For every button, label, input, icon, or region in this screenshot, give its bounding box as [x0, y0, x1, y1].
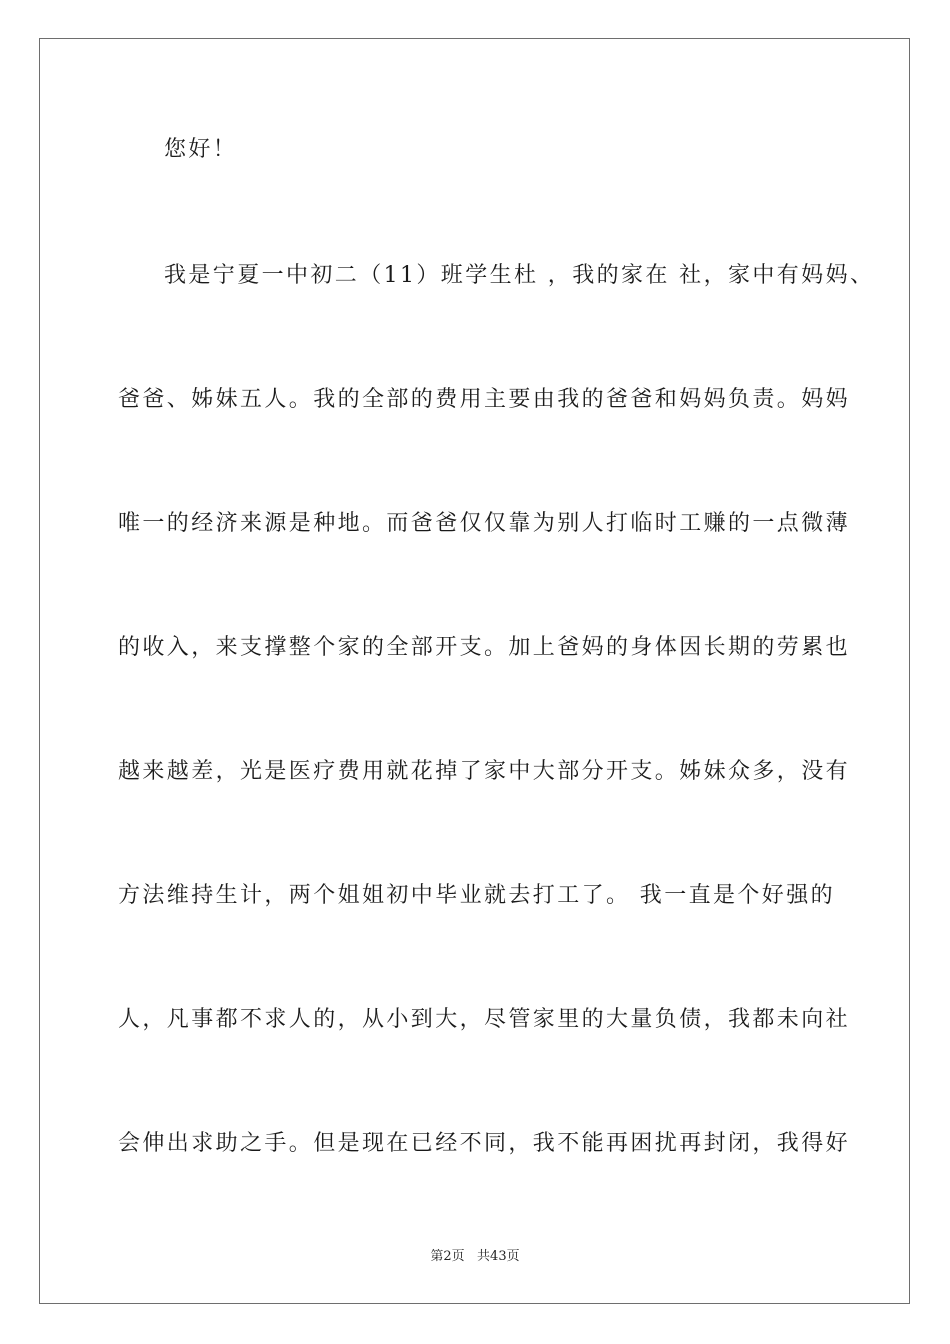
- letter-line: 越来越差，光是医疗费用就花掉了家中大部分开支。姊妹众多，没有: [118, 759, 851, 784]
- letter-line: 唯一的经济来源是种地。而爸爸仅仅靠为别人打临时工赚的一点微薄: [118, 511, 851, 536]
- page-border: [39, 38, 910, 1304]
- page-number-footer: 第2页 共43页: [430, 1249, 520, 1264]
- letter-line: 我是宁夏一中初二（11）班学生杜 ，我的家在 社，家中有妈妈、: [164, 263, 875, 288]
- letter-line: 爸爸、姊妹五人。我的全部的费用主要由我的爸爸和妈妈负责。妈妈: [118, 387, 851, 412]
- letter-line: 会伸出求助之手。但是现在已经不同，我不能再困扰再封闭，我得好: [118, 1131, 851, 1156]
- letter-greeting: 您好！: [164, 137, 238, 162]
- letter-line: 人，凡事都不求人的，从小到大，尽管家里的大量负债，我都未向社: [118, 1007, 851, 1032]
- letter-line: 的收入，来支撑整个家的全部开支。加上爸妈的身体因长期的劳累也: [118, 635, 851, 660]
- letter-line: 方法维持生计，两个姐姐初中毕业就去打工了。 我一直是个好强的: [118, 883, 835, 908]
